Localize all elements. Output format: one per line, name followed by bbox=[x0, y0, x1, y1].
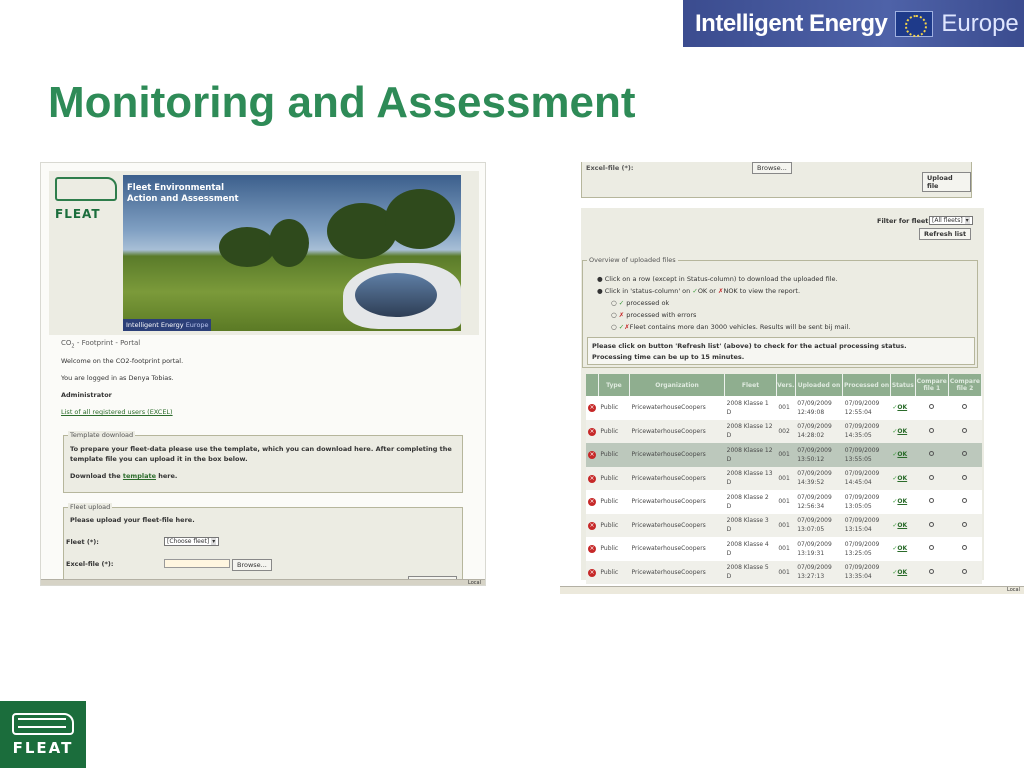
delete-icon[interactable]: × bbox=[589, 521, 595, 529]
col-header-type: Type bbox=[598, 374, 629, 396]
organization-cell: PricewaterhouseCoopers bbox=[629, 467, 724, 491]
processed-cell: 07/09/2009 13:25:05 bbox=[843, 537, 891, 561]
uploaded-cell: 07/09/2009 13:19:31 bbox=[795, 537, 843, 561]
legend-item-ok: ○ ✓ processed ok bbox=[611, 299, 670, 307]
compare-2-cell bbox=[948, 443, 981, 467]
portal-header bbox=[49, 171, 479, 335]
upload-file-button[interactable]: Upload file bbox=[922, 172, 971, 192]
fleet-cell: 2008 Klasse 4 D bbox=[725, 537, 777, 561]
compare-1-radio[interactable] bbox=[929, 428, 934, 433]
compare-2-cell bbox=[948, 467, 981, 491]
upload-legend: Fleet upload bbox=[70, 503, 111, 511]
uploaded-cell: 07/09/2009 13:07:05 bbox=[795, 514, 843, 538]
banner-title bbox=[127, 183, 239, 205]
fleat-logo bbox=[55, 177, 121, 235]
uploaded-cell: 07/09/2009 13:27:13 bbox=[795, 561, 843, 585]
check-icon: ✓ bbox=[892, 427, 898, 435]
col-header-status: Status bbox=[890, 374, 915, 396]
compare-2-radio[interactable] bbox=[962, 545, 967, 550]
fleet-cell: 2008 Klasse 2 D bbox=[725, 490, 777, 514]
type-cell: Public bbox=[598, 514, 629, 538]
compare-1-radio[interactable] bbox=[929, 451, 934, 456]
compare-2-cell bbox=[948, 396, 981, 420]
delete-icon[interactable]: × bbox=[589, 427, 595, 435]
status-cell[interactable] bbox=[890, 561, 915, 585]
instruction-item: ● Click in 'status-column' on ✓OK or ✗NOK to view the report. bbox=[597, 287, 801, 295]
compare-2-radio[interactable] bbox=[962, 569, 967, 574]
instruction-text: or bbox=[707, 287, 718, 295]
template-download-line bbox=[70, 472, 456, 480]
legend-item-errors: ○ ✗ processed with errors bbox=[611, 311, 697, 319]
template-download-fieldset bbox=[63, 431, 463, 493]
fleet-cell: 2008 Klasse 13 D bbox=[725, 467, 777, 491]
compare-2-cell bbox=[948, 561, 981, 585]
upload-box-partial bbox=[581, 162, 972, 198]
nok-text: NOK bbox=[723, 287, 738, 295]
table-body bbox=[586, 396, 982, 584]
banner-strip-brand: Intelligent Energy bbox=[126, 321, 184, 329]
uploaded-files-table bbox=[586, 374, 982, 584]
delete-cell bbox=[586, 396, 598, 420]
processed-cell: 07/09/2009 14:35:05 bbox=[843, 420, 891, 444]
overview-instructions bbox=[597, 275, 850, 335]
download-suffix: here. bbox=[155, 472, 178, 480]
ie-brand-text: Intelligent Energy bbox=[695, 9, 888, 37]
table-row[interactable] bbox=[586, 514, 982, 538]
fleet-filter-select[interactable] bbox=[929, 216, 973, 225]
type-cell: Public bbox=[598, 537, 629, 561]
compare-1-radio[interactable] bbox=[929, 404, 934, 409]
version-cell: 001 bbox=[776, 490, 795, 514]
type-cell: Public bbox=[598, 467, 629, 491]
browser-status-bar bbox=[41, 579, 485, 585]
status-ok-link[interactable]: OK bbox=[897, 498, 908, 506]
delete-cell bbox=[586, 490, 598, 514]
compare-2-radio[interactable] bbox=[962, 522, 967, 527]
processed-cell: 07/09/2009 13:05:05 bbox=[843, 490, 891, 514]
fleet-upload-fieldset bbox=[63, 503, 463, 586]
delete-cell bbox=[586, 514, 598, 538]
template-legend: Template download bbox=[70, 431, 134, 439]
version-cell: 001 bbox=[776, 467, 795, 491]
delete-cell bbox=[586, 443, 598, 467]
banner-strip-region: Europe bbox=[185, 321, 209, 329]
portal-home-screenshot bbox=[40, 162, 486, 586]
status-ok-link[interactable]: OK bbox=[897, 451, 908, 459]
compare-2-cell bbox=[948, 490, 981, 514]
ok-text: OK bbox=[697, 287, 708, 295]
compare-2-cell bbox=[948, 420, 981, 444]
delete-cell bbox=[586, 467, 598, 491]
instruction-text: Click in 'status-column' on bbox=[604, 287, 693, 295]
compare-2-radio[interactable] bbox=[962, 451, 967, 456]
upload-instruction: Please upload your fleet-file here. bbox=[70, 516, 195, 524]
fleat-logo-text: FLEAT bbox=[55, 207, 101, 221]
car-mirror-image bbox=[343, 263, 461, 329]
portal-title-subscript: 2 bbox=[71, 343, 75, 350]
note-line-2: Processing time can be up to 15 minutes. bbox=[592, 353, 745, 361]
status-zone: Local bbox=[1007, 587, 1020, 593]
organization-cell: PricewaterhouseCoopers bbox=[629, 396, 724, 420]
type-cell: Public bbox=[598, 396, 629, 420]
banner-title-line-1: Fleet Environmental bbox=[127, 183, 225, 193]
delete-icon[interactable]: × bbox=[589, 474, 595, 482]
uploaded-cell: 07/09/2009 12:56:34 bbox=[795, 490, 843, 514]
uploaded-cell: 07/09/2009 14:28:02 bbox=[795, 420, 843, 444]
compare-1-cell bbox=[915, 420, 948, 444]
compare-1-cell bbox=[915, 490, 948, 514]
delete-icon[interactable]: × bbox=[589, 545, 595, 553]
col-header-version: Vers. bbox=[776, 374, 795, 396]
bus-icon bbox=[12, 713, 74, 735]
compare-2-radio[interactable] bbox=[962, 475, 967, 480]
compare-2-radio[interactable] bbox=[962, 428, 967, 433]
col-header-compare-1: Compare file 1 bbox=[915, 374, 948, 396]
tree-shape bbox=[219, 227, 275, 267]
organization-cell: PricewaterhouseCoopers bbox=[629, 537, 724, 561]
col-header-organization: Organization bbox=[629, 374, 724, 396]
legend-text: processed ok bbox=[626, 299, 670, 307]
role-text: Administrator bbox=[61, 391, 112, 400]
table-row[interactable] bbox=[586, 561, 982, 585]
status-ok-link[interactable]: OK bbox=[897, 404, 908, 412]
tree-shape bbox=[385, 189, 455, 249]
overview-fieldset bbox=[582, 256, 978, 368]
download-prefix: Download the bbox=[70, 472, 123, 480]
fleat-logo-text: FLEAT bbox=[12, 738, 74, 757]
status-cell[interactable] bbox=[890, 490, 915, 514]
version-cell: 001 bbox=[776, 514, 795, 538]
intelligent-energy-europe-logo bbox=[683, 0, 1024, 47]
browse-button[interactable]: Browse... bbox=[752, 162, 792, 174]
compare-2-radio[interactable] bbox=[962, 404, 967, 409]
note-line-1: Please click on button 'Refresh list' (above) to check for the actual processing status. bbox=[592, 342, 907, 350]
col-header-processed: Processed on bbox=[843, 374, 891, 396]
instruction-text: to view the report. bbox=[737, 287, 801, 295]
template-link[interactable]: template bbox=[122, 472, 156, 480]
check-icon: ✓ bbox=[892, 451, 898, 459]
status-zone: Local bbox=[468, 580, 481, 586]
legend-item-mail: ○ ✓✗Fleet contains more dan 3000 vehicles. Results will be sent bij mail. bbox=[611, 323, 851, 331]
excel-file-label: Excel-file (*): bbox=[66, 560, 114, 568]
fleet-cell: 2008 Klasse 1 D bbox=[725, 396, 777, 420]
col-header-uploaded: Uploaded on bbox=[795, 374, 843, 396]
delete-icon[interactable]: × bbox=[589, 451, 595, 459]
fleet-filter-value: [All fleets] bbox=[932, 217, 963, 224]
cross-icon: ✗ bbox=[624, 323, 630, 331]
legend-text: processed with errors bbox=[626, 311, 697, 319]
status-cell[interactable] bbox=[890, 467, 915, 491]
organization-cell: PricewaterhouseCoopers bbox=[629, 490, 724, 514]
compare-2-cell bbox=[948, 537, 981, 561]
type-cell: Public bbox=[598, 490, 629, 514]
uploaded-cell: 07/09/2009 13:50:12 bbox=[795, 443, 843, 467]
fleat-logo bbox=[0, 701, 86, 768]
fleet-select-value: [Choose fleet] bbox=[167, 538, 210, 545]
compare-1-radio[interactable] bbox=[929, 475, 934, 480]
status-cell[interactable] bbox=[890, 537, 915, 561]
compare-2-radio[interactable] bbox=[962, 498, 967, 503]
version-cell: 001 bbox=[776, 396, 795, 420]
compare-1-cell bbox=[915, 514, 948, 538]
version-cell: 001 bbox=[776, 443, 795, 467]
portal-title-suffix: - Footprint - Portal bbox=[74, 339, 141, 347]
organization-cell: PricewaterhouseCoopers bbox=[629, 561, 724, 585]
instruction-item: ● Click on a row (except in Status-column) to download the uploaded file. bbox=[597, 275, 838, 283]
check-icon: ✓ bbox=[892, 474, 898, 482]
chevron-down-icon: ▾ bbox=[212, 538, 216, 545]
table-row[interactable] bbox=[586, 420, 982, 444]
browse-button[interactable]: Browse... bbox=[232, 559, 272, 571]
uploaded-cell: 07/09/2009 12:49:08 bbox=[795, 396, 843, 420]
ie-region-text: Europe bbox=[941, 9, 1019, 37]
bus-icon bbox=[55, 177, 117, 201]
status-ok-link[interactable]: OK bbox=[897, 427, 908, 435]
processed-cell: 07/09/2009 12:55:04 bbox=[843, 396, 891, 420]
uploaded-cell: 07/09/2009 14:39:52 bbox=[795, 467, 843, 491]
status-ok-link[interactable]: OK bbox=[897, 568, 908, 576]
status-cell[interactable] bbox=[890, 396, 915, 420]
cross-icon: ✗ bbox=[718, 287, 724, 295]
portal-title bbox=[61, 339, 471, 349]
compare-1-cell bbox=[915, 537, 948, 561]
welcome-text: Welcome on the CO2-footprint portal. bbox=[61, 357, 184, 366]
version-cell: 002 bbox=[776, 420, 795, 444]
portal-title-prefix: CO bbox=[61, 339, 72, 347]
fleet-cell: 2008 Klasse 12 D bbox=[725, 420, 777, 444]
status-cell[interactable] bbox=[890, 420, 915, 444]
fleet-cell: 2008 Klasse 5 D bbox=[725, 561, 777, 585]
table-row[interactable] bbox=[586, 467, 982, 491]
compare-1-cell bbox=[915, 561, 948, 585]
tree-shape bbox=[269, 219, 309, 267]
filter-label: Filter for fleet bbox=[877, 217, 929, 225]
compare-1-radio[interactable] bbox=[929, 569, 934, 574]
compare-1-cell bbox=[915, 467, 948, 491]
cross-icon: ✗ bbox=[618, 311, 625, 319]
table-row[interactable] bbox=[586, 490, 982, 514]
fleet-select[interactable] bbox=[164, 537, 219, 546]
logged-in-text: You are logged in as Denya Tobias. bbox=[61, 374, 174, 383]
status-ok-link[interactable]: OK bbox=[897, 545, 908, 553]
instruction-text: Click on a row (except in Status-column) to download the uploaded file. bbox=[604, 275, 838, 283]
compare-1-radio[interactable] bbox=[929, 522, 934, 527]
col-header-delete bbox=[586, 374, 598, 396]
delete-cell bbox=[586, 561, 598, 585]
version-cell: 001 bbox=[776, 561, 795, 585]
template-instructions: To prepare your fleet-data please use the template, which you can download here. After completing the template file you can upload it in the box below. bbox=[70, 445, 452, 463]
table-header-row bbox=[586, 374, 982, 396]
processed-cell: 07/09/2009 13:15:04 bbox=[843, 514, 891, 538]
uploaded-files-screenshot bbox=[560, 162, 1024, 594]
check-icon: ✓ bbox=[892, 521, 898, 529]
users-excel-link[interactable]: List of all registered users (EXCEL) bbox=[61, 408, 173, 417]
delete-cell bbox=[586, 420, 598, 444]
fleet-cell: 2008 Klasse 12 D bbox=[725, 443, 777, 467]
delete-cell bbox=[586, 537, 598, 561]
portal-body bbox=[61, 339, 471, 416]
excel-file-label-partial: Excel-file (*): bbox=[586, 164, 634, 172]
organization-cell: PricewaterhouseCoopers bbox=[629, 514, 724, 538]
delete-icon[interactable]: × bbox=[589, 568, 595, 576]
banner-title-line-2: Action and Assessment bbox=[127, 194, 239, 204]
check-icon: ✓ bbox=[618, 299, 625, 307]
compare-1-radio[interactable] bbox=[929, 498, 934, 503]
check-icon: ✓ bbox=[892, 404, 898, 412]
browser-status-bar bbox=[560, 586, 1024, 594]
organization-cell: PricewaterhouseCoopers bbox=[629, 443, 724, 467]
check-icon: ✓ bbox=[892, 498, 898, 506]
table-row[interactable] bbox=[586, 537, 982, 561]
version-cell: 001 bbox=[776, 537, 795, 561]
check-icon: ✓ bbox=[892, 568, 898, 576]
chevron-down-icon: ▾ bbox=[965, 217, 969, 224]
status-ok-link[interactable]: OK bbox=[897, 521, 908, 529]
excel-file-input[interactable] bbox=[164, 559, 230, 568]
fleet-label: Fleet (*): bbox=[66, 538, 99, 546]
compare-1-cell bbox=[915, 396, 948, 420]
col-header-fleet: Fleet bbox=[725, 374, 777, 396]
processing-note bbox=[587, 337, 975, 365]
table-row[interactable] bbox=[586, 396, 982, 420]
processed-cell: 07/09/2009 13:55:05 bbox=[843, 443, 891, 467]
type-cell: Public bbox=[598, 420, 629, 444]
check-icon: ✓ bbox=[618, 323, 625, 331]
organization-cell: PricewaterhouseCoopers bbox=[629, 420, 724, 444]
compare-2-cell bbox=[948, 514, 981, 538]
type-cell: Public bbox=[598, 561, 629, 585]
refresh-list-button[interactable]: Refresh list bbox=[919, 228, 971, 240]
processed-cell: 07/09/2009 14:45:04 bbox=[843, 467, 891, 491]
compare-1-radio[interactable] bbox=[929, 545, 934, 550]
compare-1-cell bbox=[915, 443, 948, 467]
table-row[interactable] bbox=[586, 443, 982, 467]
status-cell[interactable] bbox=[890, 443, 915, 467]
banner-ie-strip bbox=[123, 319, 211, 331]
status-ok-link[interactable]: OK bbox=[897, 474, 908, 482]
col-header-compare-2: Compare file 2 bbox=[948, 374, 981, 396]
type-cell: Public bbox=[598, 443, 629, 467]
eu-flag-icon bbox=[895, 11, 933, 37]
fleet-cell: 2008 Klasse 3 D bbox=[725, 514, 777, 538]
landscape-banner bbox=[123, 175, 461, 331]
delete-icon[interactable]: × bbox=[589, 404, 595, 412]
processed-cell: 07/09/2009 13:35:04 bbox=[843, 561, 891, 585]
legend-text: Fleet contains more dan 3000 vehicles. Results will be sent bij mail. bbox=[629, 323, 851, 331]
check-icon: ✓ bbox=[892, 545, 898, 553]
slide-title: Monitoring and Assessment bbox=[48, 78, 636, 127]
overview-legend: Overview of uploaded files bbox=[589, 256, 676, 264]
check-icon: ✓ bbox=[692, 287, 698, 295]
delete-icon[interactable]: × bbox=[589, 498, 595, 506]
status-cell[interactable] bbox=[890, 514, 915, 538]
